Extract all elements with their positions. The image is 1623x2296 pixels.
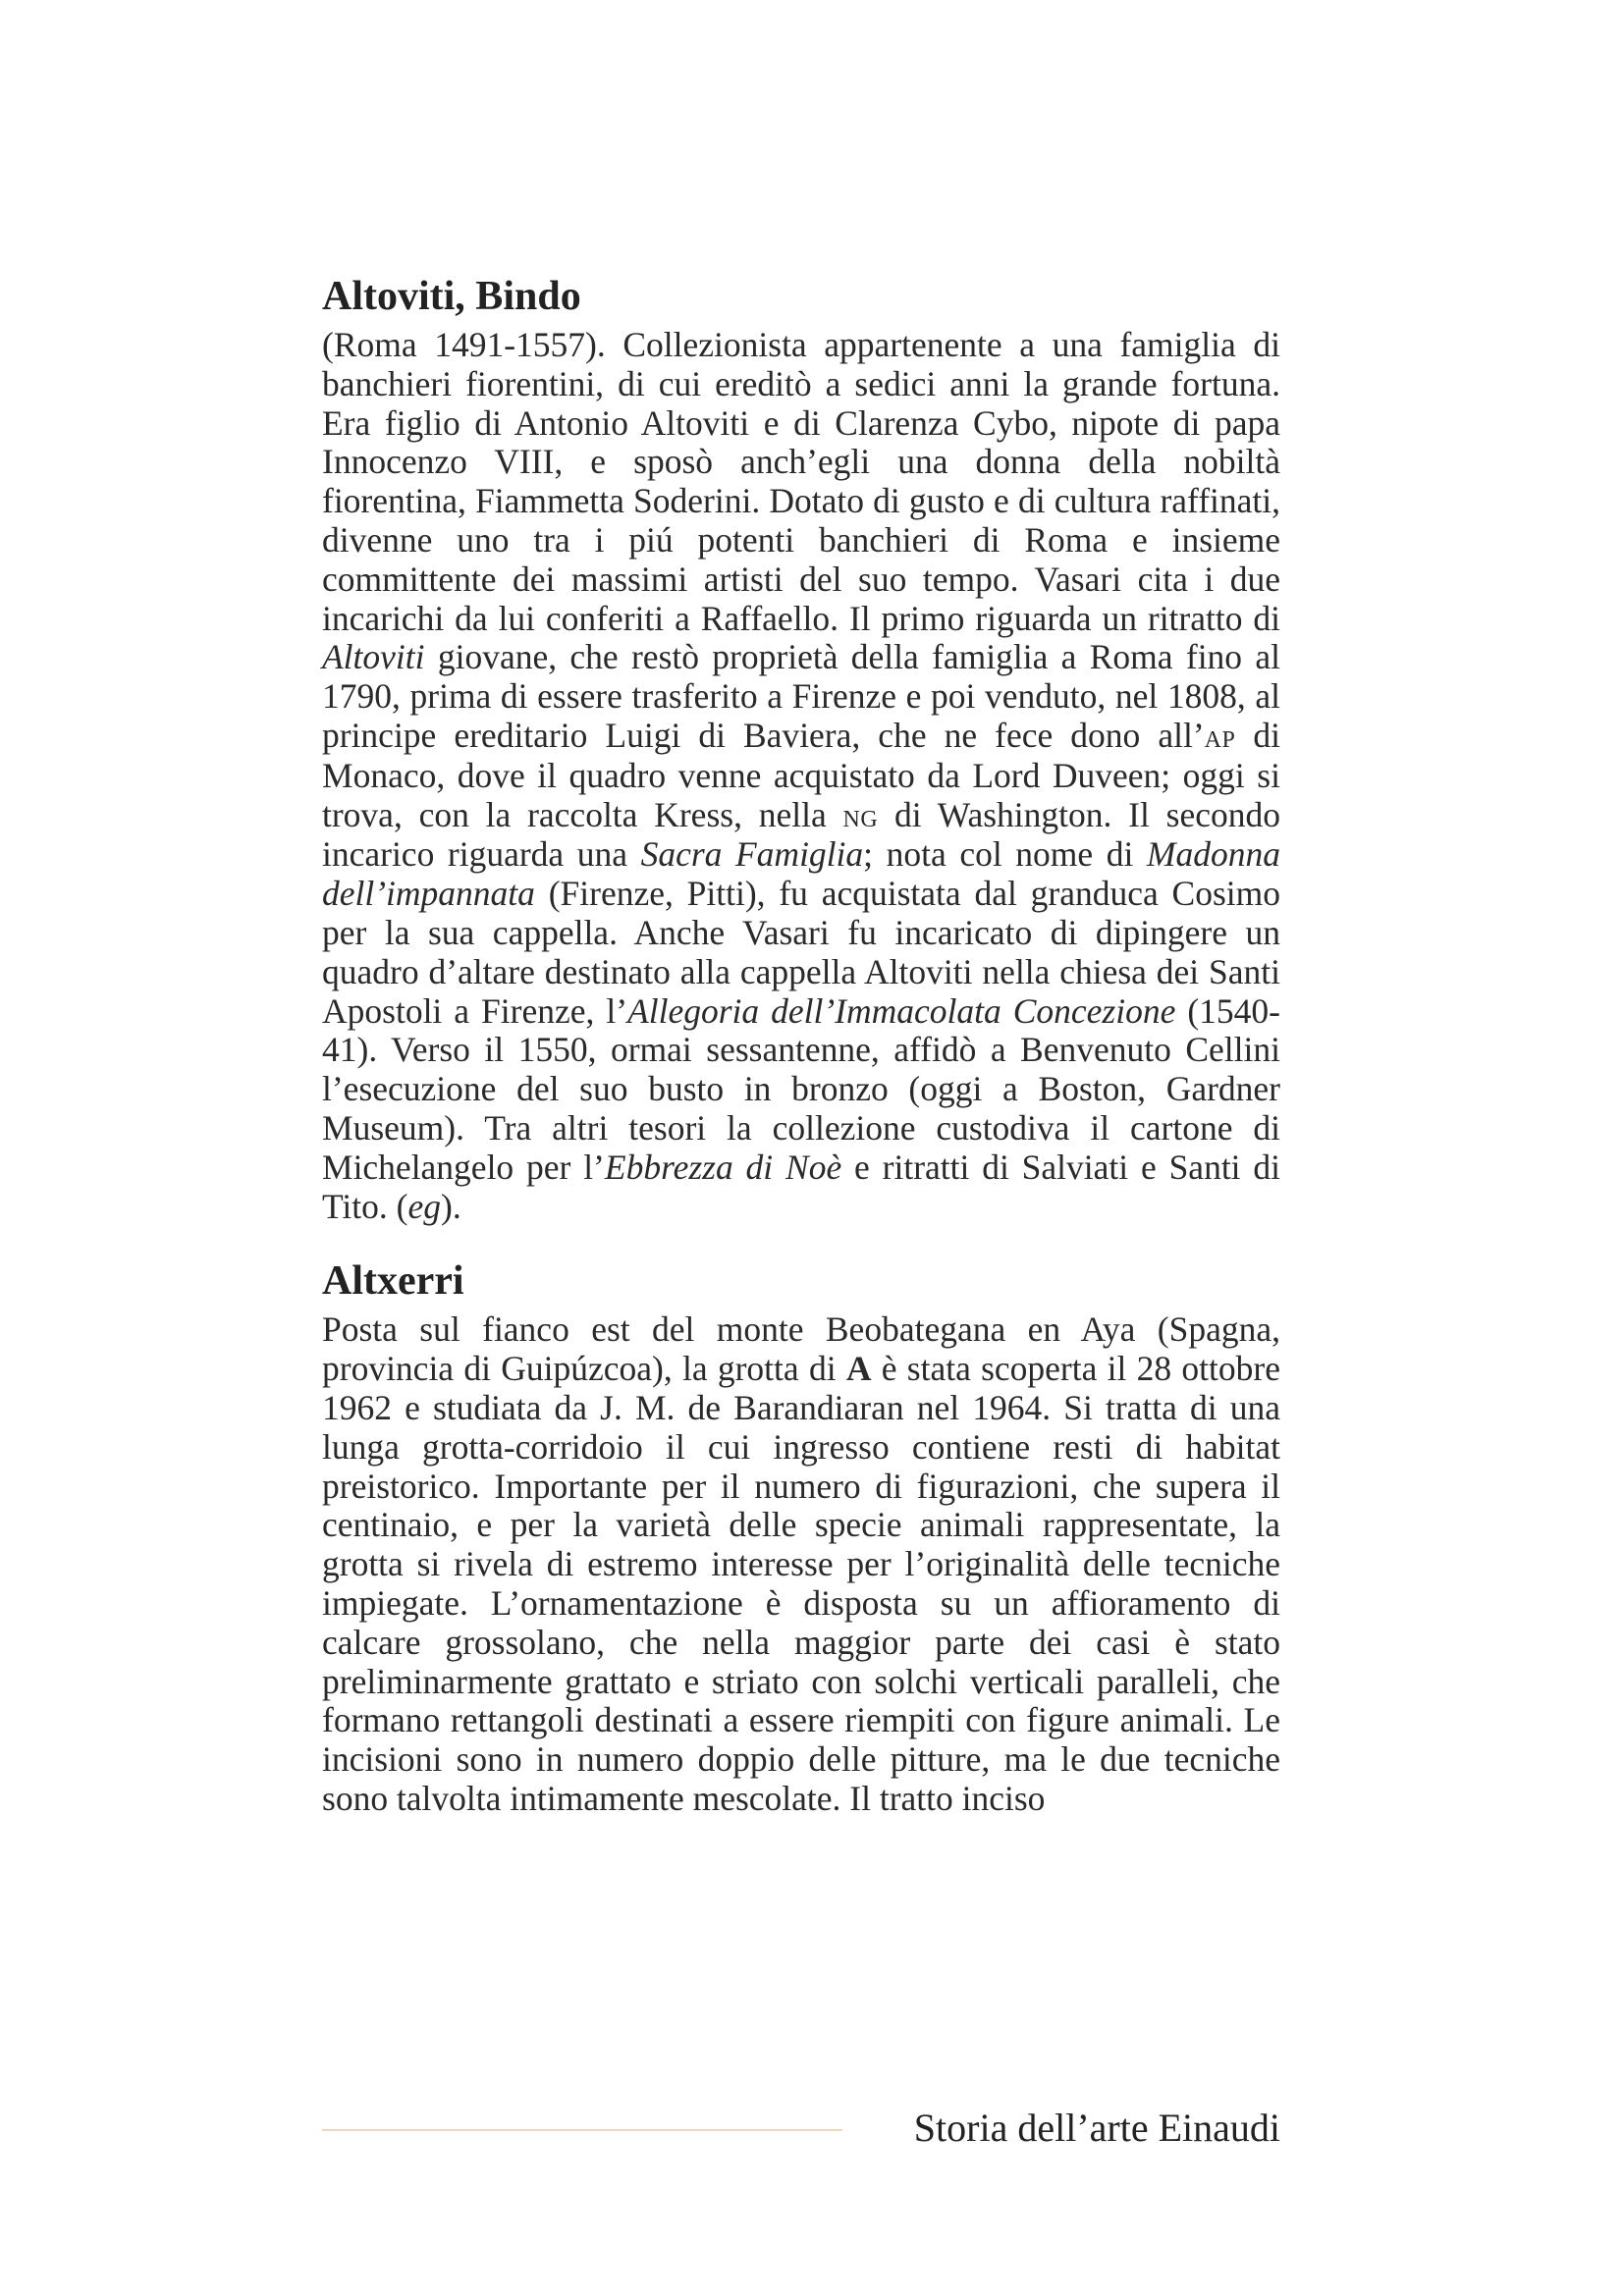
entry-body	[322, 326, 1280, 1226]
text-segment: ).	[441, 1186, 461, 1226]
text-segment: è stata scoperta il 28 ottobre 1962 e studiata da J. M. de Barandiaran nel 1964. Si tratta di una lunga grotta-corridoio il cui ingresso contiene resti di habitat preistorico. Importante per il numero di figurazioni, che supera il centinaio, e per la varietà delle specie animali rappresentate, la grotta si rivela di estremo interesse per l’originalità delle tecniche impiegate. L’ornamentazione è disposta su un affioramento di calcare grossolano, che nella maggior parte dei casi è stato preliminarmente grattato e striato con solchi verticali paralleli, che formano rettangoli destinati a essere riempiti con figure animali. Le incisioni sono in numero doppio delle pitture, ma le due tecniche sono talvolta intimamente mescolate. Il tratto inciso	[322, 1349, 1280, 1818]
page-content	[322, 271, 1280, 1819]
text-segment: (Firenze, Pitti), fu acquistata dal granduca Cosimo per la sua cappella. Anche Vasari fu incaricato di dipingere un quadro d’altare destinato alla cappella Altoviti nella chiesa dei Santi Apostoli a Firenze, l’	[322, 874, 1280, 1031]
artwork-title: Madonna dell’impannata	[322, 834, 1280, 914]
abbreviation: ap	[1204, 718, 1236, 755]
text-segment: di Washington. Il secondo incarico riguarda una	[322, 794, 1280, 875]
publication-title: Storia dell’arte Einaudi	[913, 2106, 1280, 2150]
text-segment: ; nota col nome di	[863, 834, 1147, 875]
text-segment: giovane, che restò proprietà della famiglia a Roma fino al 1790, prima di essere trasferito a Firenze e poi venduto, nel 1808, al principe ereditario Luigi di Baviera, che ne fece dono all’	[322, 637, 1280, 755]
entry-altoviti-bindo	[322, 271, 1280, 1226]
text-segment: e ritratti di Salviati e Santi di Tito. (	[322, 1147, 1280, 1226]
entry-body	[322, 1310, 1280, 1818]
entry-altxerri	[322, 1255, 1280, 1818]
entry-title: Altxerri	[322, 1258, 464, 1305]
text-segment: (Roma 1491-1557). Collezionista appartenente a una famiglia di banchieri fiorentini, di cui ereditò a sedici anni la grande fortuna. Era figlio di Antonio Altoviti e di Clarenza Cybo, nipote di papa Innocenzo VIII, e sposò anch’egli una donna della nobiltà fiorentina, Fiammetta Soderini. Dotato di gusto e di cultura raffinati, divenne uno tra i piú potenti banchieri di Roma e insieme committente dei massimi artisti del suo tempo. Vasari cita i due incarichi da lui conferiti a Raffaello. Il primo riguarda un ritratto di	[322, 325, 1280, 638]
artwork-title: Sacra Famiglia	[640, 834, 864, 875]
text-segment: (1540-41). Verso il 1550, ormai sessantenne, affidò a Benvenuto Cellini l’esecuzione del suo busto in bronzo (oggi a Boston, Gardner Museum). Tra altri tesori la collezione custodiva il cartone di Michelangelo per l’	[322, 990, 1281, 1187]
entry-title: Altoviti, Bindo	[322, 274, 581, 319]
author-initials: eg	[407, 1186, 442, 1226]
page-footer	[322, 2101, 1280, 2156]
abbreviation: ng	[842, 797, 879, 834]
artwork-title: Ebbrezza di Noè	[604, 1147, 842, 1187]
text-segment: di Monaco, dove il quadro venne acquistato da Lord Duveen; oggi si trova, con la raccolta Kress, nella	[322, 715, 1280, 834]
entry-abbreviation: A	[845, 1349, 872, 1389]
footer-rule	[322, 2129, 842, 2131]
artwork-title: Allegoria dell’Immacolata Concezione	[627, 990, 1176, 1031]
text-segment: Posta sul fianco est del monte Beobategana en Aya (Spagna, provincia di Guipúzcoa), la grotta di	[322, 1309, 1280, 1389]
artwork-title: Altoviti	[322, 637, 425, 677]
